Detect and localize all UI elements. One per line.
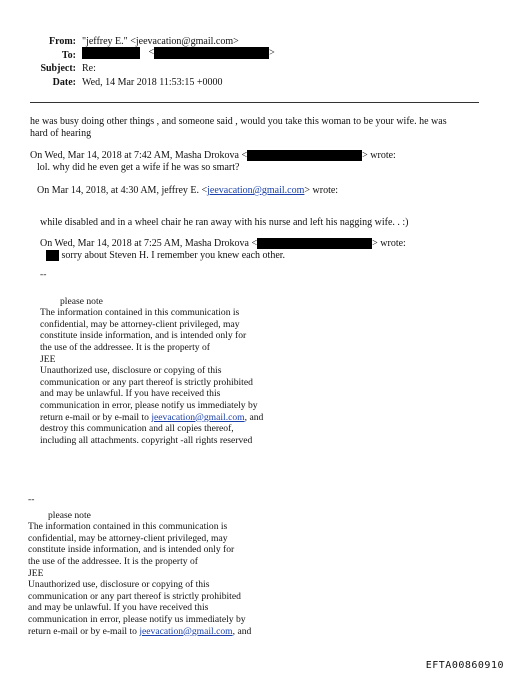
notice-line: and may be unlawful. If you have received this <box>40 388 221 400</box>
notice-line: JEE <box>40 353 56 365</box>
from-email: <jeevacation@gmail.com> <box>130 36 239 47</box>
from-name: "jeffrey E." <box>82 36 131 47</box>
notice-line: communication or any part thereof is strictly prohibited <box>40 376 253 388</box>
to-suffix: > <box>269 47 275 59</box>
email-link[interactable]: jeevacation@gmail.com <box>139 625 233 637</box>
message-line-2: hard of hearing <box>30 128 92 139</box>
confidentiality-notice-1 <box>40 269 263 446</box>
quote-3-text: sorry about Steven H. I remember you knew each other. <box>46 250 285 262</box>
notice-email-line: return e-mail or by e-mail to jeevacation@gmail.com, and <box>40 411 264 423</box>
header-divider <box>30 102 479 103</box>
notice-line: and may be unlawful. If you have received this <box>28 602 209 614</box>
notice-line: the use of the addressee. It is the property of <box>28 555 198 567</box>
notice-line: The information contained in this communication is <box>28 521 228 533</box>
signature-separator: -- <box>40 269 47 280</box>
quote-2-text: while disabled and in a wheel chair he ran away with his nurse and left his nagging wife. . :) <box>40 217 409 228</box>
to-prefix: < <box>148 47 155 59</box>
date-value: Wed, 14 Mar 2018 11:53:15 +0000 <box>82 77 223 88</box>
quote-3-attribution: On Wed, Mar 14, 2018 at 7:25 AM, Masha Drokova < > wrote: <box>40 238 406 249</box>
notice-line: confidential, may be attorney-client privileged, may <box>40 318 240 330</box>
notice-title: please note <box>48 509 91 521</box>
notice-line: the use of the addressee. It is the property of <box>40 341 210 353</box>
notice-lines <box>28 521 251 625</box>
notice-line: Unauthorized use, disclosure or copying of this <box>28 579 210 591</box>
to-value <box>82 47 275 59</box>
message-line-1: he was busy doing other things , and someone said , would you take this woman to be your wife. he was <box>30 116 447 127</box>
signature-separator: -- <box>28 494 35 505</box>
quote-2-attribution: On Mar 14, 2018, at 4:30 AM, jeffrey E. <jeevacation@gmail.com> wrote: <box>37 185 339 196</box>
email-link[interactable]: jeevacation@gmail.com <box>207 185 305 196</box>
confidentiality-notice-2 <box>28 494 251 637</box>
notice-line: confidential, may be attorney-client privileged, may <box>28 532 228 544</box>
notice-line: constitute inside information, and is intended only for <box>28 544 235 556</box>
notice-line: communication in error, please notify us immediately by <box>28 613 246 625</box>
notice-line: The information contained in this communication is <box>40 307 240 319</box>
redaction-block <box>247 150 362 161</box>
subject-value: Re: <box>82 63 96 74</box>
notice-lines <box>40 307 263 411</box>
notice-email-line: return e-mail or by e-mail to jeevacation@gmail.com, and <box>28 625 252 637</box>
redaction-block <box>257 238 372 249</box>
notice-line: Unauthorized use, disclosure or copying of this <box>40 365 222 377</box>
email-link[interactable]: jeevacation@gmail.com <box>151 411 245 423</box>
notice-line: constitute inside information, and is intended only for <box>40 330 247 342</box>
notice-line: destroy this communication and all copies thereof, <box>40 423 234 435</box>
to-label: To: <box>61 50 76 61</box>
quote-1-text: lol. why did he even get a wife if he was so smart? <box>37 162 240 173</box>
notice-line: including all attachments. copyright -all rights reserved <box>40 434 253 446</box>
notice-title: please note <box>60 295 103 307</box>
date-label: Date: <box>52 77 76 88</box>
notice-line: communication in error, please notify us immediately by <box>40 399 258 411</box>
notice-line: communication or any part thereof is strictly prohibited <box>28 590 241 602</box>
redaction-block <box>82 47 140 59</box>
from-label: From: <box>48 36 76 47</box>
from-value <box>82 36 239 47</box>
notice-line: JEE <box>28 567 44 579</box>
redaction-block <box>154 47 269 59</box>
redaction-block <box>46 250 59 261</box>
quote-1-attribution: On Wed, Mar 14, 2018 at 7:42 AM, Masha Drokova < > wrote: <box>30 150 396 161</box>
bates-number: EFTA00860910 <box>425 660 504 671</box>
subject-label: Subject: <box>40 63 76 74</box>
notice-tail-lines <box>40 423 263 446</box>
